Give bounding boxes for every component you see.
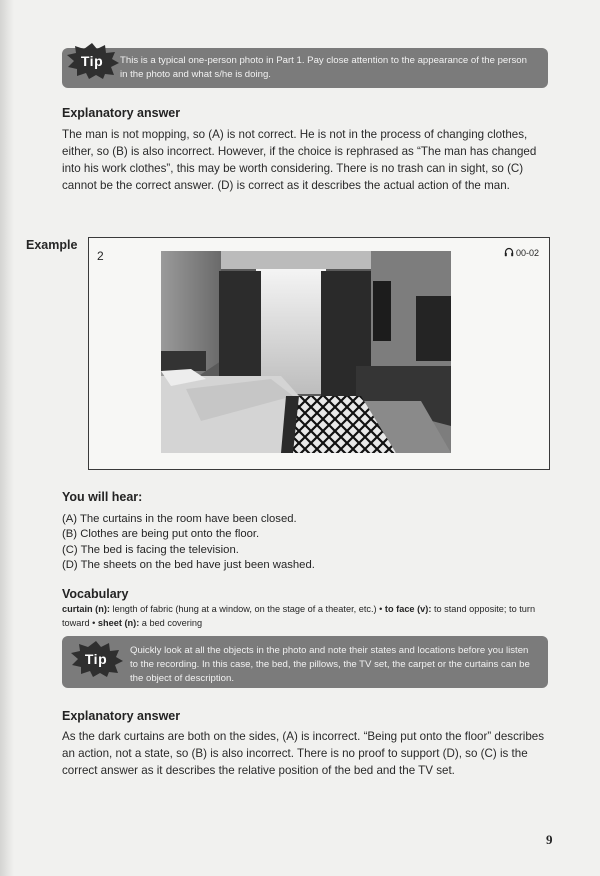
tip-text-1: This is a typical one-person photo in Part 1. Pay close attention to the appearance of the person in the photo and what s/he is doing. [120, 55, 527, 80]
tip-text-2: Quickly look at all the objects in the photo and note their states and locations before you listen to the recording. In this case, the bed, the pillows, the TV set, the carpet or the curtains can be the object of description. [130, 645, 530, 684]
audio-track[interactable] [504, 247, 539, 259]
vocab-definition: to stand opposite; to turn toward [62, 604, 536, 628]
page-binding-shadow [0, 0, 14, 876]
vocab-definition: a bed covering [139, 618, 203, 628]
vocabulary-entries [62, 602, 550, 630]
audio-code: 00-02 [515, 248, 539, 258]
option-a: (A) The curtains in the room have been closed. [62, 513, 297, 525]
example-number: 2 [97, 249, 104, 263]
vocabulary-heading: Vocabulary [62, 587, 129, 601]
answer-options [62, 512, 315, 574]
example-frame [88, 237, 550, 470]
tip-box-2 [62, 636, 548, 688]
example-label: Example [26, 238, 78, 252]
option-c: (C) The bed is facing the television. [62, 543, 239, 556]
explanatory-text-1: The man is not mopping, so (A) is not correct. He is not in the process of changing clothes, either, so (B) is also incorrect. However, if the choice is rephrased as “The man has changed into his work clothes”, this may be worth considering. There is no trash can in sight, so (C) cannot be the correct answer. (D) is correct as it describes the actual action of the man. [62, 128, 537, 192]
explanatory-text-2: As the dark curtains are both on the sides, (A) is incorrect. “Being put onto the floor” describes an action, not a state, so (B) is also incorrect. There is no proof to support (D), so (C) is the correct answer as it describes the relative position of the bed and the TV set. [62, 730, 545, 777]
page-number: 9 [546, 832, 553, 847]
bedroom-photo [161, 251, 451, 453]
explanatory-heading-2: Explanatory answer [62, 709, 181, 723]
tip-badge-1 [64, 42, 120, 80]
explanatory-heading-1: Explanatory answer [62, 106, 181, 120]
headphones-icon [504, 247, 514, 259]
vocab-separator: • [89, 618, 98, 628]
tip-badge-label: Tip [80, 53, 104, 69]
tip-badge-2 [68, 640, 124, 678]
vocab-term: sheet (n): [97, 618, 140, 628]
vocab-definition: length of fabric (hung at a window, on the stage of a theater, etc.) [109, 604, 377, 614]
you-will-hear-heading: You will hear: [62, 490, 143, 504]
vocab-term: curtain (n): [62, 604, 110, 614]
tip-box-1 [62, 48, 548, 88]
option-d: (D) The sheets on the bed have just been washed. [62, 559, 315, 572]
option-b: (B) Clothes are being put onto the floor. [62, 528, 260, 541]
tip-badge-label: Tip [84, 651, 108, 667]
vocab-separator: • [376, 604, 385, 614]
vocab-term: to face (v): [384, 604, 432, 614]
